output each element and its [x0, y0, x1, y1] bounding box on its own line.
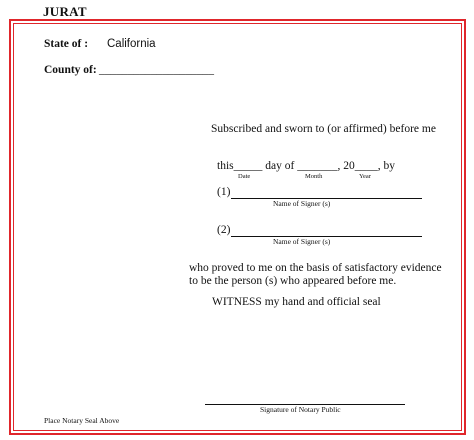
year-prefix: , 20 — [337, 160, 355, 172]
state-label: State of : — [44, 38, 89, 50]
witness-text: WITNESS my hand and official seal — [212, 296, 381, 308]
signer-2-number: (2) — [217, 224, 231, 236]
day-blank[interactable]: _____ — [233, 160, 263, 172]
signer-1-number: (1) — [217, 186, 231, 198]
signer-2-caption: Name of Signer (s) — [273, 237, 331, 246]
date-caption: Date — [238, 173, 251, 180]
year-blank[interactable]: ____ — [354, 160, 378, 172]
page-title: JURAT — [43, 4, 87, 19]
day-of-label: day of — [265, 160, 295, 172]
month-caption: Month — [305, 173, 323, 180]
this-label: this — [217, 160, 234, 172]
signer-1-caption: Name of Signer (s) — [273, 199, 331, 208]
month-blank[interactable]: _______ — [297, 160, 338, 172]
county-field[interactable]: ____________________ — [99, 64, 214, 76]
notary-signature-caption: Signature of Notary Public — [260, 405, 341, 414]
year-caption: Year — [359, 173, 371, 180]
inner-red-border — [13, 23, 462, 431]
proved-line-1: who proved to me on the basis of satisfactory evidence — [189, 262, 442, 274]
by-label: , by — [377, 160, 395, 172]
seal-caption: Place Notary Seal Above — [44, 416, 120, 425]
county-label: County of: — [44, 64, 97, 76]
subscribed-text: Subscribed and sworn to (or affirmed) before me — [211, 123, 436, 135]
proved-line-2: to be the person (s) who appeared before me. — [189, 275, 397, 287]
state-value[interactable]: California — [107, 38, 156, 50]
date-line — [217, 160, 395, 172]
